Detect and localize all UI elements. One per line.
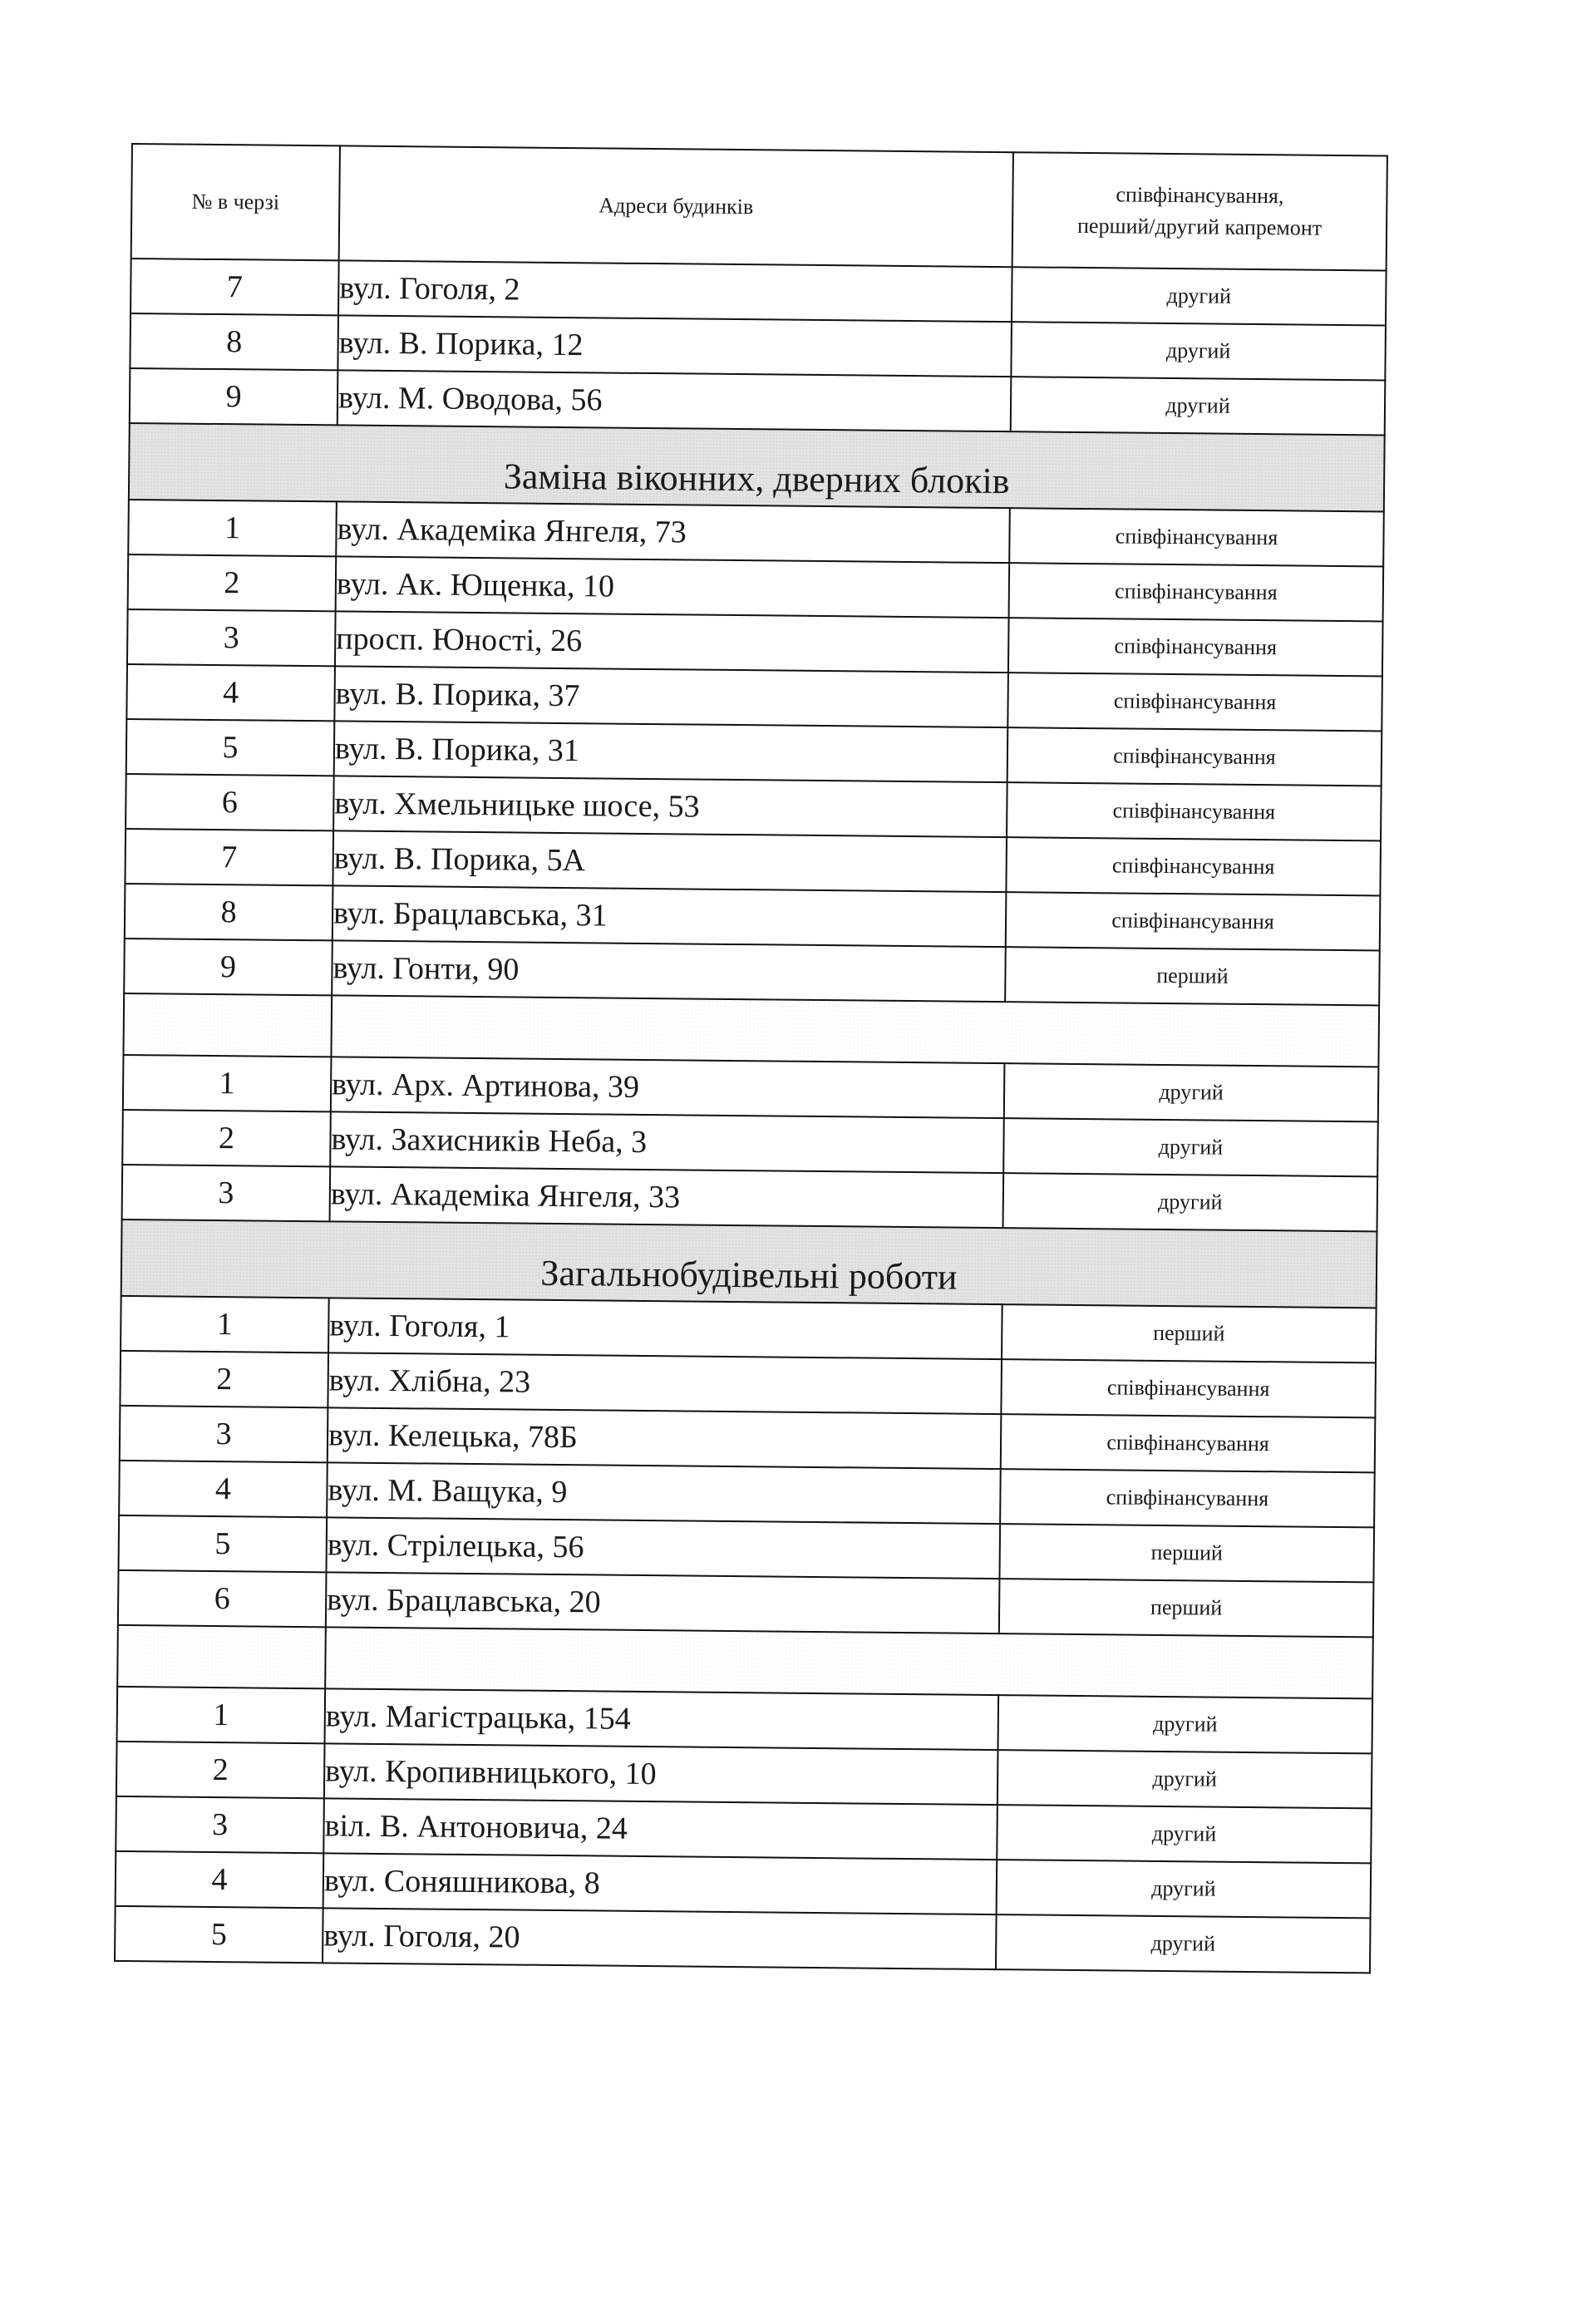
row-number: 2 xyxy=(128,554,337,611)
header-queue-number: № в черзі xyxy=(131,144,340,260)
header-financing-type-line1: співфінансування, xyxy=(1116,182,1284,209)
row-number: 1 xyxy=(128,500,337,556)
row-address: вул. Брацлавська, 31 xyxy=(332,885,1007,947)
row-number: 9 xyxy=(124,939,332,995)
row-number: 8 xyxy=(125,884,333,940)
section-blank-cell xyxy=(117,1625,326,1688)
repair-queue-table-wrapper xyxy=(114,143,1387,1973)
row-number: 1 xyxy=(121,1296,329,1353)
row-number: 7 xyxy=(131,259,339,315)
row-number: 3 xyxy=(116,1796,324,1853)
header-financing-type xyxy=(1012,152,1387,270)
row-type: співфінансування xyxy=(1001,1359,1376,1417)
row-address: вул. Кропивницького, 10 xyxy=(324,1743,998,1805)
row-address: вул. Гоголя, 2 xyxy=(338,260,1012,322)
row-type: співфінансування xyxy=(1001,1414,1376,1472)
row-type: перший xyxy=(999,1524,1374,1582)
section-header-row xyxy=(129,423,1385,511)
row-type: другий xyxy=(996,1914,1371,1973)
row-type: співфінансування xyxy=(1006,892,1381,950)
row-number: 3 xyxy=(122,1165,331,1221)
section-blank-cell xyxy=(325,1627,1373,1698)
row-number: 6 xyxy=(126,774,334,830)
row-address: вул. Хмельницьке шосе, 53 xyxy=(333,776,1007,837)
row-type: другий xyxy=(997,1805,1372,1863)
row-address: вул. Гоголя, 1 xyxy=(328,1298,1002,1359)
row-type: співфінансування xyxy=(1007,727,1382,786)
row-number: 2 xyxy=(120,1351,328,1407)
row-number: 4 xyxy=(116,1851,324,1908)
row-type: співфінансування xyxy=(1007,673,1382,731)
row-type: співфінансування xyxy=(1009,508,1384,566)
row-address: вул. Гонти, 90 xyxy=(332,940,1006,1002)
row-type: перший xyxy=(1002,1304,1377,1362)
row-number: 1 xyxy=(123,1055,332,1111)
row-address: вул. Магістрацька, 154 xyxy=(325,1688,999,1750)
row-address: вул. Академіка Янгеля, 33 xyxy=(330,1166,1004,1228)
row-number: 2 xyxy=(116,1742,325,1798)
row-number: 5 xyxy=(115,1906,323,1963)
row-number: 5 xyxy=(119,1515,328,1572)
row-address: вул. В. Порика, 12 xyxy=(337,315,1012,377)
row-type: другий xyxy=(998,1695,1372,1753)
row-type: перший xyxy=(1005,947,1380,1005)
row-number: 5 xyxy=(126,719,335,776)
section-header-row xyxy=(121,1220,1377,1308)
row-type: другий xyxy=(1011,322,1386,380)
row-address: вул. М. Оводова, 56 xyxy=(337,370,1012,431)
row-address: вул. Брацлавська, 20 xyxy=(326,1572,1000,1633)
row-address: вул. В. Порика, 37 xyxy=(334,666,1008,727)
row-type: другий xyxy=(1003,1118,1378,1176)
row-type: співфінансування xyxy=(1007,782,1382,840)
row-number: 1 xyxy=(117,1687,326,1743)
row-address: вул. Арх. Артинова, 39 xyxy=(331,1057,1005,1118)
row-number: 7 xyxy=(125,829,333,885)
row-address: вул. В. Порика, 5А xyxy=(332,830,1007,892)
row-address: вул. Соняшникова, 8 xyxy=(323,1853,998,1914)
section-blank-cell xyxy=(331,995,1379,1067)
row-address: віл. В. Антоновича, 24 xyxy=(323,1798,998,1860)
row-address: вул. М. Ващука, 9 xyxy=(327,1462,1001,1524)
row-address: вул. В. Порика, 31 xyxy=(334,721,1008,782)
row-address: вул. Захисників Неба, 3 xyxy=(330,1111,1004,1173)
row-address: вул. Стрілецька, 56 xyxy=(327,1517,1001,1579)
row-address: вул. Келецька, 78Б xyxy=(328,1407,1002,1469)
row-number: 4 xyxy=(119,1461,328,1517)
row-number: 3 xyxy=(120,1406,328,1462)
table-row xyxy=(115,1906,1371,1973)
section-title-window-door-replacement: Заміна віконних, дверних блоків xyxy=(129,423,1385,511)
row-address: вул. Академіка Янгеля, 73 xyxy=(336,501,1010,563)
row-type: співфінансування xyxy=(1009,563,1384,621)
row-type: перший xyxy=(999,1579,1374,1637)
table-body xyxy=(115,259,1387,1973)
row-type: співфінансування xyxy=(1006,837,1381,895)
row-address: вул. Хлібна, 23 xyxy=(328,1353,1002,1414)
row-number: 4 xyxy=(126,664,335,721)
row-address: вул. Ак. Ющенка, 10 xyxy=(336,556,1010,618)
row-address: вул. Гоголя, 20 xyxy=(323,1908,997,1969)
row-type: другий xyxy=(997,1860,1372,1918)
section-title-general-construction: Загальнобудівельні роботи xyxy=(121,1220,1377,1308)
row-number: 6 xyxy=(118,1570,327,1627)
row-type: співфінансування xyxy=(1000,1469,1375,1527)
row-number: 9 xyxy=(130,368,338,425)
row-type: другий xyxy=(998,1750,1372,1808)
row-number: 2 xyxy=(122,1110,331,1166)
row-type: співфінансування xyxy=(1008,618,1383,676)
repair-queue-table xyxy=(114,143,1388,1973)
row-number: 8 xyxy=(130,313,338,370)
section-blank-cell xyxy=(123,993,332,1057)
header-address: Адреси будинків xyxy=(339,145,1013,267)
header-financing-type-line2: перший/другий капремонт xyxy=(1076,213,1323,240)
row-type: другий xyxy=(1011,377,1386,435)
row-type: другий xyxy=(1012,267,1387,325)
table-header-row xyxy=(131,144,1387,270)
row-number: 3 xyxy=(127,609,336,666)
row-type: другий xyxy=(1003,1173,1378,1231)
row-address: просп. Юності, 26 xyxy=(335,611,1009,673)
row-type: другий xyxy=(1004,1063,1379,1121)
